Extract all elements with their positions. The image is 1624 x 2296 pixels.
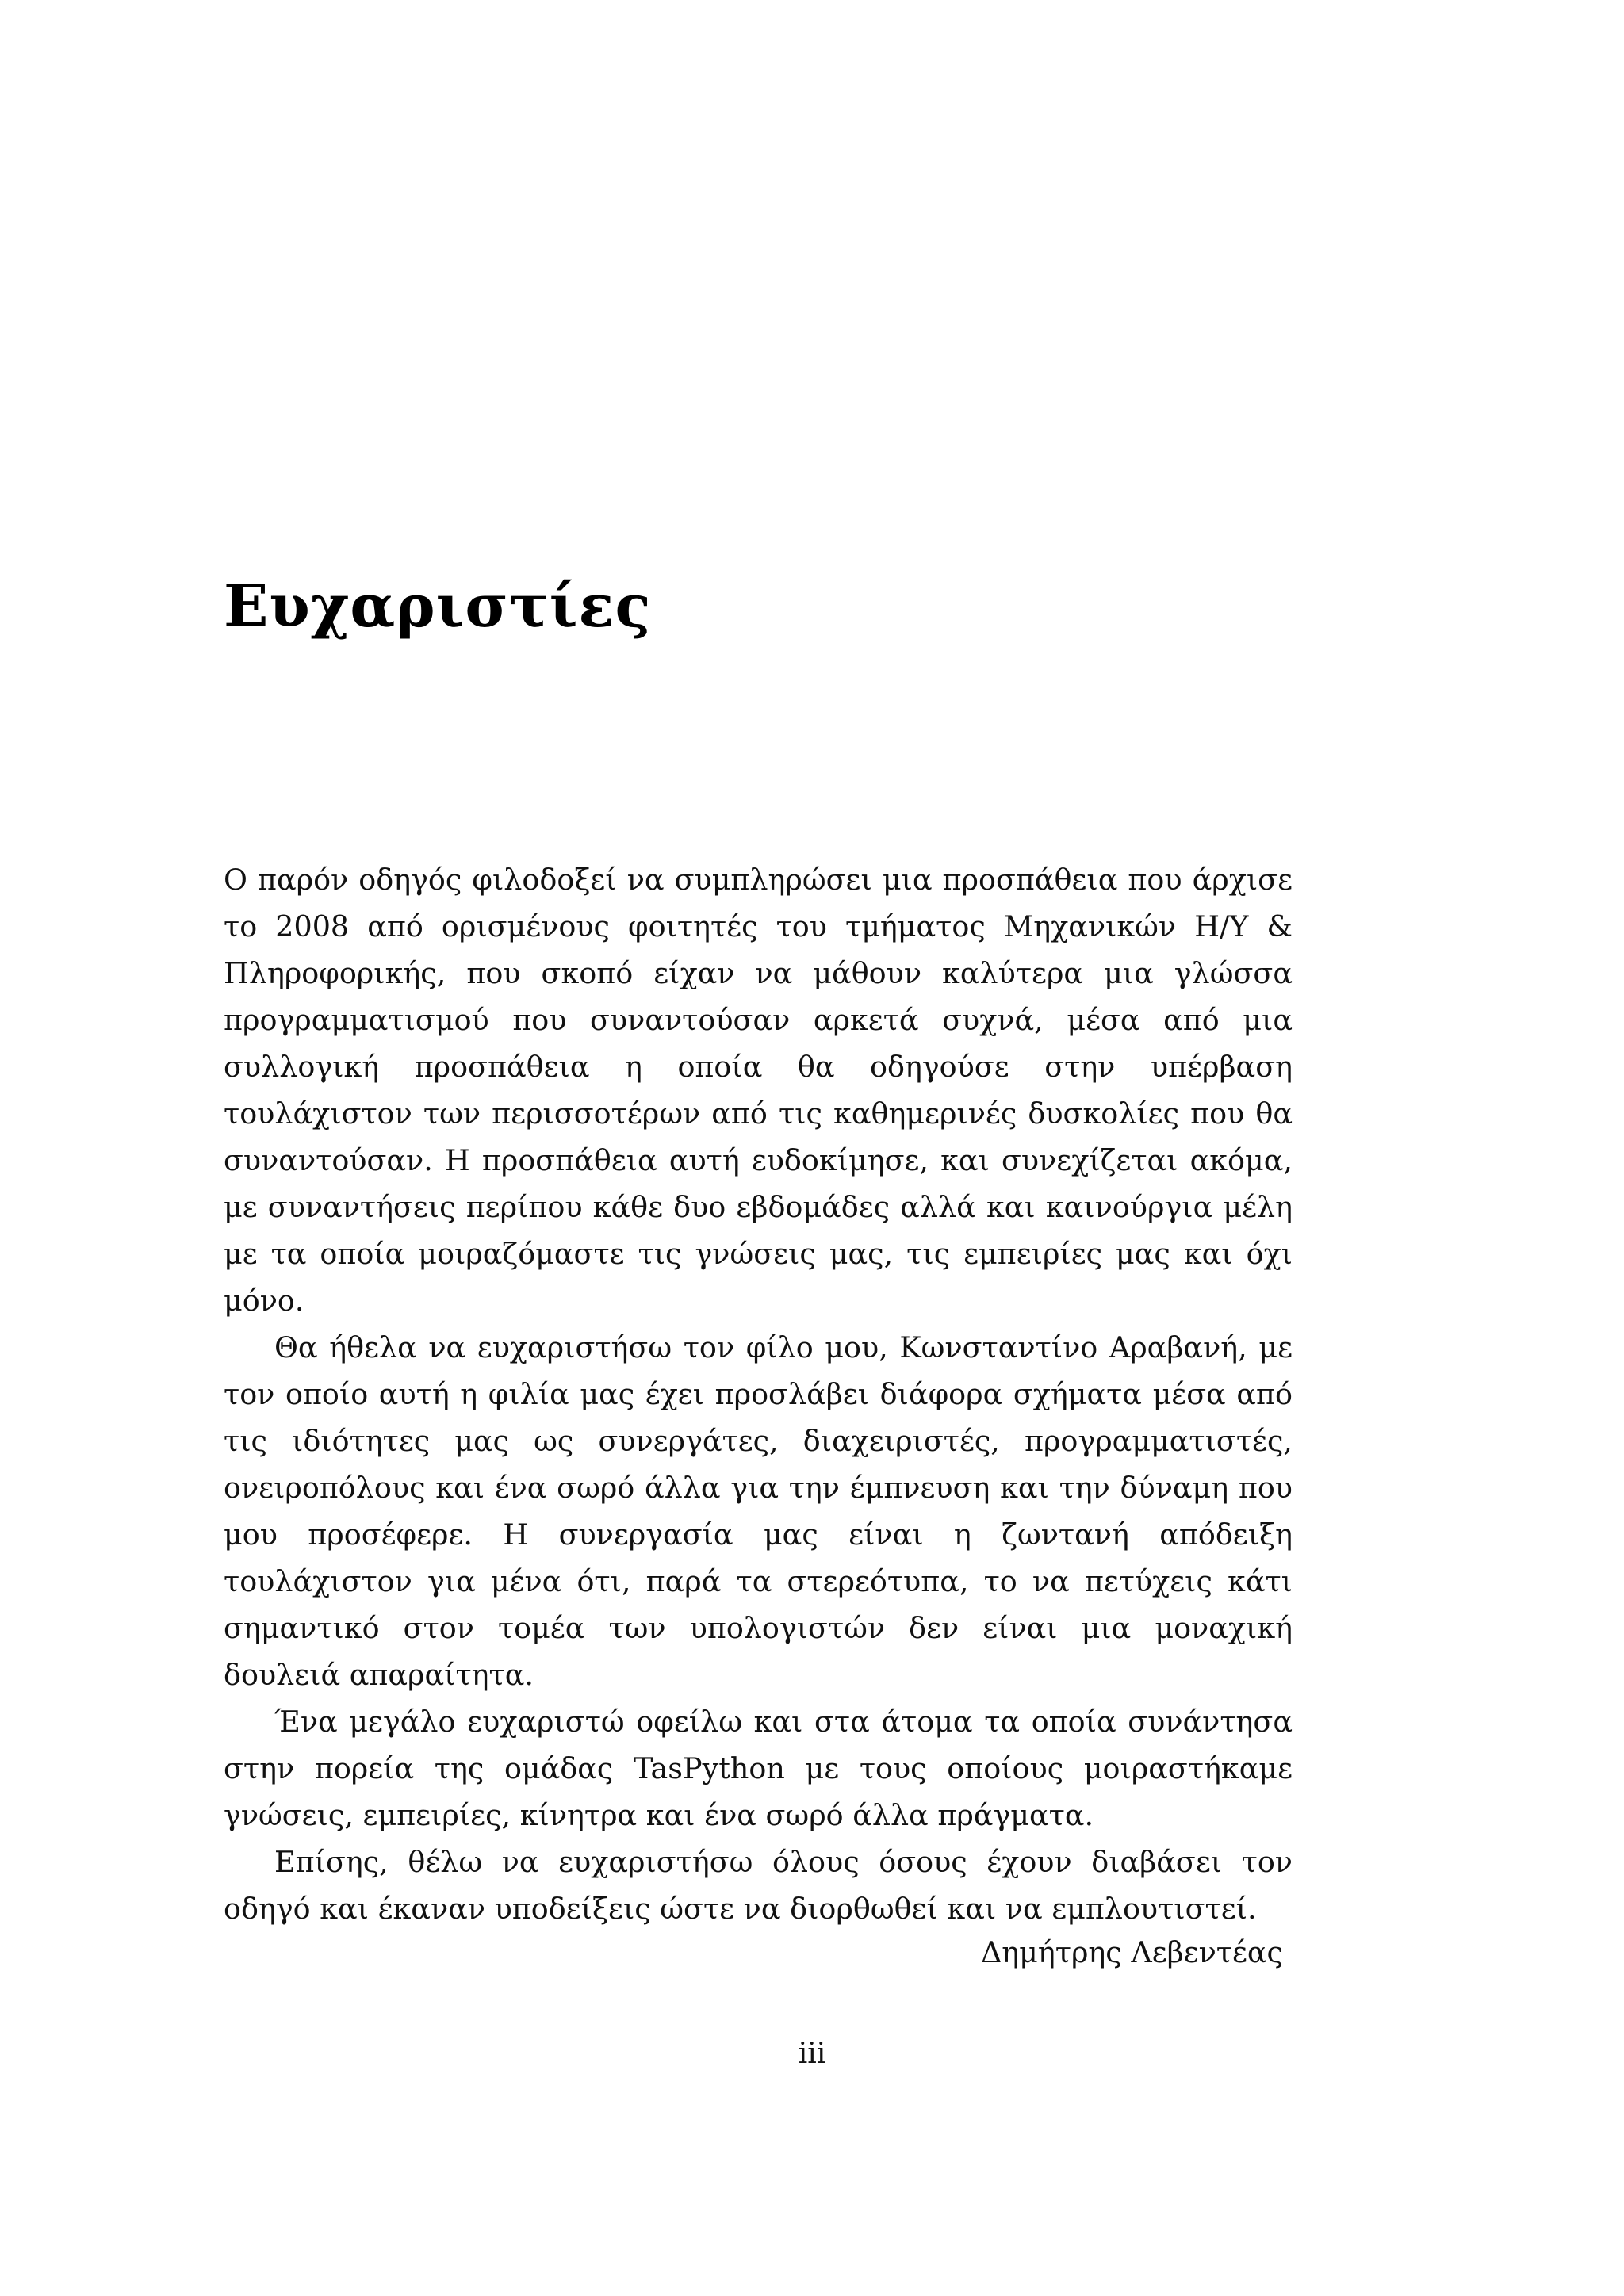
page-number: iii — [798, 2038, 826, 2070]
paragraph-3: Ένα μεγάλο ευχαριστώ οφείλω και στα άτομα τα οποία συνάντησα στην πορεία της ομάδας TasPython με τους οποίους μοιραστήκαμε γνώσεις, εμπειρίες, κίνητρα και ένα σωρό άλλα πράγματα. — [224, 1705, 1293, 1832]
paragraph-4: Επίσης, θέλω να ευχαριστήσω όλους όσους έχουν διαβάσει τον οδηγό και έκαναν υποδείξεις ώστε να διορθωθεί και να εμπλουτιστεί. — [224, 1845, 1293, 1926]
page-title: Ευχαριστίες — [224, 572, 652, 641]
acknowledgements-body — [224, 856, 1293, 1932]
author-signature: Δημήτρης Λεβεντέας — [980, 1935, 1283, 1969]
paragraph-2: Θα ήθελα να ευχαριστήσω τον φίλο μου, Κωνσταντίνο Αραβανή, με τον οποίο αυτή η φιλία μας έχει προσλάβει διάφορα σχήματα μέσα από τις ιδιότητες μας ως συνεργάτες, διαχειριστές, προγραμματιστές, ονειροπόλους και ένα σωρό άλλα για την έμπνευση και την δύναμη που μου προσέφερε. Η συνεργασία μας είναι η ζωντανή απόδειξη τουλάχιστον για μένα ότι, παρά τα στερεότυπα, το να πετύχεις κάτι σημαντικό στον τομέα των υπολογιστών δεν είναι μια μοναχική δουλειά απαραίτητα. — [224, 1330, 1293, 1692]
paragraph-1: Ο παρόν οδηγός φιλοδοξεί να συμπληρώσει μια προσπάθεια που άρχισε το 2008 από ορισμένους φοιτητές του τμήματος Μηχανικών Η/Υ & Πληροφορικής, που σκοπό είχαν να μάθουν καλύτερα μια γλώσσα προγραμματισμού που συναντούσαν αρκετά συχνά, μέσα από μια συλλογική προσπάθεια η οποία θα οδηγούσε στην υπέρβαση τουλάχιστον των περισσοτέρων από τις καθημερινές δυσκολίες που θα συναντούσαν. Η προσπάθεια αυτή ευδοκίμησε, και συνεχίζεται ακόμα, με συναντήσεις περίπου κάθε δυο εβδομάδες αλλά και καινούργια μέλη με τα οποία μοιραζόμαστε τις γνώσεις μας, τις εμπειρίες μας και όχι μόνο. — [224, 863, 1293, 1318]
